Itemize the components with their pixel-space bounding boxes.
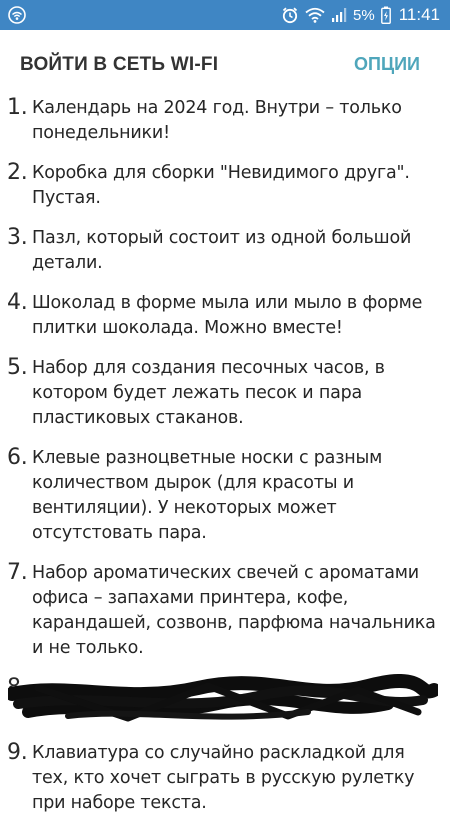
list-item-number: 4.: [7, 290, 28, 315]
wifi-status-icon: [8, 6, 26, 24]
list-item-text: Клавиатура со случайно раскладкой для тех, кто хочет сыграть в русскую рулетку при наборе текста.: [32, 743, 415, 813]
list-item-number: 7.: [7, 560, 28, 585]
wifi-icon: [305, 7, 325, 23]
list-item-text: Набор ароматических свечей с ароматами офиса – запахами принтера, кофе, карандашей, созвонв, парфюма начальника и не только.: [32, 563, 436, 658]
list-item: [0, 356, 450, 431]
list-item-text: Клевые разноцветные носки с разным количеством дырок (для красоты и вентиляции). У некоторых может отсутстовать пара.: [32, 448, 383, 543]
signal-icon: [331, 7, 347, 23]
list-item-number: 9.: [7, 740, 28, 765]
list-item-text: Набор для создания песочных часов, в котором будет лежать песок и пара пластиковых стаканов.: [32, 358, 385, 428]
list-item-number: 6.: [7, 445, 28, 470]
list-item-number: 2.: [7, 160, 28, 185]
redaction-scribble: [8, 674, 438, 730]
list-item: [0, 446, 450, 546]
content-list: [0, 96, 450, 831]
list-item: [0, 96, 450, 146]
list-item: [0, 291, 450, 341]
list-item-number: 3.: [7, 225, 28, 250]
battery-charging-icon: [381, 6, 391, 24]
list-item-text: Шоколад в форме мыла или мыло в форме плитки шоколада. Можно вместе!: [32, 293, 423, 338]
list-item-redacted: [0, 676, 450, 726]
alarm-icon: [281, 6, 299, 24]
page-title: ВОЙТИ В СЕТЬ WI-FI: [20, 54, 219, 75]
list-item-number: 8.: [7, 675, 28, 700]
battery-percent: 5%: [353, 6, 375, 24]
list-item: [0, 741, 450, 816]
clock: 11:41: [398, 5, 440, 24]
list-item-text: Календарь на 2024 год. Внутри – только понедельники!: [32, 98, 402, 143]
list-item-number: 5.: [7, 355, 28, 380]
list-item: [0, 226, 450, 276]
list-item-text: Коробка для сборки "Невидимого друга". Пустая.: [32, 163, 410, 208]
list-item: [0, 161, 450, 211]
list-item-number: 1.: [7, 95, 28, 120]
list-item: [0, 561, 450, 661]
options-button[interactable]: ОПЦИИ: [354, 54, 420, 74]
status-bar: [0, 0, 450, 30]
list-item-text: Пазл, который состоит из одной большой детали.: [32, 228, 412, 273]
app-bar: [0, 30, 450, 100]
